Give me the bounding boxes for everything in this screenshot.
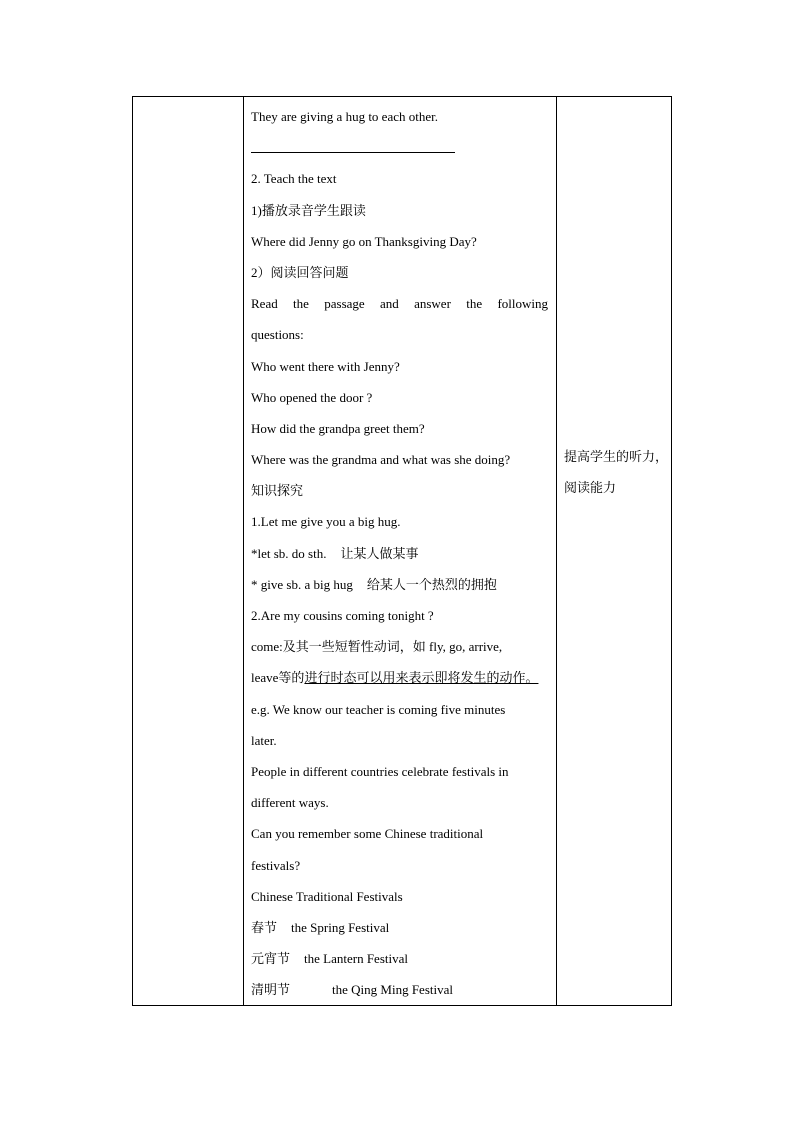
example-sentence: e.g. We know our teacher is coming five minutes [251, 701, 506, 717]
purpose-lines [557, 97, 671, 503]
read-passage-instruction-cont: questions: [251, 327, 304, 343]
give-sb-note [251, 569, 548, 600]
purpose-line: 阅读能力 [564, 480, 617, 496]
let-sb-cn: 让某人做某事 [340, 545, 419, 561]
festival-item [251, 974, 548, 1005]
point-one: 1.Let me give you a big hug. [251, 514, 401, 530]
festival-item [251, 943, 548, 974]
festival-cn: 元宵节 [251, 951, 291, 967]
give-sb-cn: 给某人一个热烈的拥抱 [366, 576, 497, 592]
hug-sentence: They are giving a hug to each other. [251, 109, 438, 124]
teach-text-heading: 2. Teach the text [251, 171, 337, 187]
question-where-jenny: Where did Jenny go on Thanksgiving Day? [251, 233, 477, 249]
activity-lines [244, 97, 556, 1005]
play-recording-step: 1)播放录音学生跟读 [251, 202, 366, 218]
remember-question: Can you remember some Chinese traditional [251, 826, 484, 842]
question-grandpa: How did the grandpa greet them? [251, 420, 425, 436]
come-note: come:及其一些短暂性动词，如 fly, go, arrive, [251, 639, 503, 655]
read-passage-instruction: Read the passage and answer the following [251, 296, 548, 312]
activity-cell [244, 97, 557, 1006]
leave-note [251, 662, 548, 693]
festival-cn: 春节 [251, 919, 278, 935]
let-sb-note [251, 538, 548, 569]
answer-blank-line [251, 132, 548, 163]
festival-en: the Qing Ming Festival [332, 982, 453, 998]
leave-note-prefix: leave等的 [251, 670, 305, 686]
festival-cn: 清明节 [251, 982, 291, 998]
festival-en: the Lantern Festival [304, 951, 408, 967]
purpose-cell [557, 97, 672, 1006]
festivals-title: Chinese Traditional Festivals [251, 888, 403, 904]
remember-question-cont: festivals? [251, 857, 301, 873]
festival-en: the Spring Festival [291, 919, 390, 935]
give-sb-en: * give sb. a big hug [251, 576, 353, 592]
purpose-line: 提高学生的听力， [564, 449, 669, 464]
leave-note-underlined: 进行时态可以用来表示即将发生的动作。 [304, 670, 539, 686]
step-cell [133, 97, 244, 1006]
knowledge-heading: 知识探究 [251, 483, 304, 499]
read-answer-step: 2）阅读回答问题 [251, 264, 349, 280]
blank-underline [251, 132, 455, 153]
example-sentence-cont: later. [251, 732, 277, 748]
question-who-went: Who went there with Jenny? [251, 358, 400, 374]
point-two: 2.Are my cousins coming tonight ? [251, 608, 434, 623]
festival-item [251, 912, 548, 943]
people-sentence-cont: different ways. [251, 795, 329, 811]
question-who-opened: Who opened the door ? [251, 389, 373, 405]
table-row [133, 97, 672, 1006]
people-sentence: People in different countries celebrate festivals in [251, 763, 509, 779]
lesson-plan-table [132, 96, 672, 1006]
question-grandma: Where was the grandma and what was she doing? [251, 452, 511, 468]
let-sb-en: *let sb. do sth. [251, 545, 327, 561]
